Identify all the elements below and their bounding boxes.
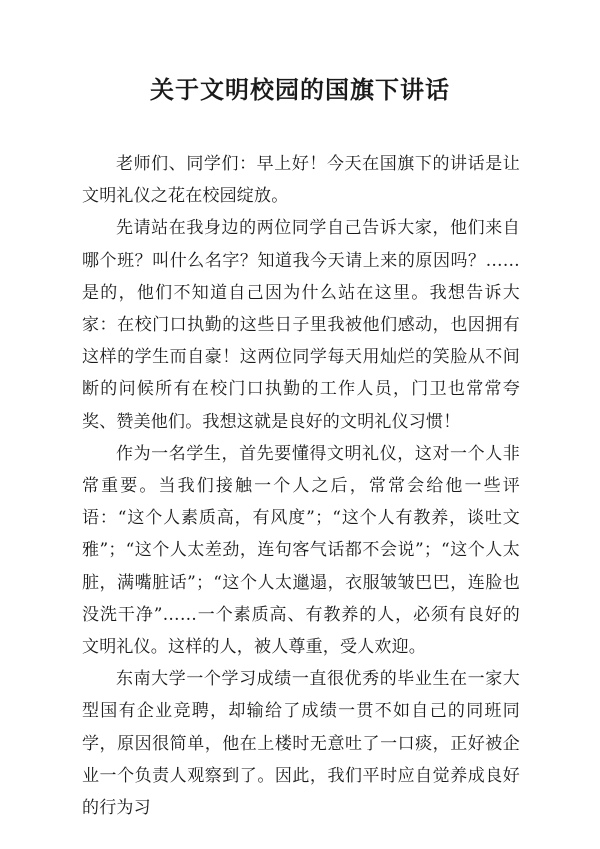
document-title: 关于文明校园的国旗下讲话 [150,75,450,104]
paragraph-students-on-duty: 先请站在我身边的两位同学自己告诉大家，他们来自哪个班？叫什么名字？知道我今天请上来的原因吗？……是的，他们不知道自己因为什么站在这里。我想告诉大家：在校门口执勤的这些日子里我被他们感动，也因拥有这样的学生而自豪！这两位同学每天用灿烂的笑脸从不间断的问候所有在校门口执勤的工作人员，门卫也常常夸奖、赞美他们。我想这就是良好的文明礼仪习惯！ [82,218,520,432]
document-body [82,148,520,824]
paragraph-importance-of-etiquette: 作为一名学生，首先要懂得文明礼仪，这对一个人非常重要。当我们接触一个人之后，常常会给他一些评语：“这个人素质高，有风度”；“这个人有教养，谈吐文雅”；“这个人太差劲，连句客气话都不会说”；“这个人太脏，满嘴脏话”；“这个人太邋遢，衣服皱皱巴巴，连脸也没洗干净”……一个素质高、有教养的人，必须有良好的文明礼仪。这样的人，被人尊重，受人欢迎。 [82,443,520,658]
paragraph-greeting: 老师们、同学们：早上好！今天在国旗下的讲话是让文明礼仪之花在校园绽放。 [82,154,520,207]
paragraph-graduate-story: 东南大学一个学习成绩一直很优秀的毕业生在一家大型国有企业竞聘，却输给了成绩一贯不如自己的同班同学，原因很简单，他在上楼时无意吐了一口痰，正好被企业一个负责人观察到了。因此，我们平时应自觉养成良好的行为习 [82,669,520,819]
